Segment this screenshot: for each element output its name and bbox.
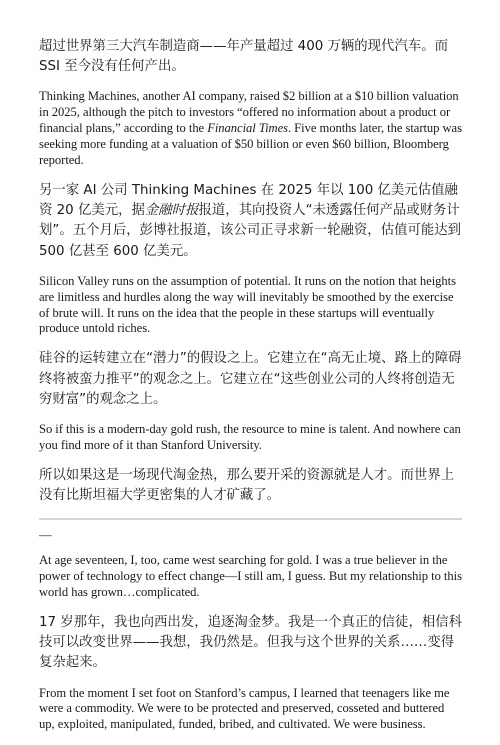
- paragraph-zh-intro: 超过世界第三大汽车制造商——年产量超过 400 万辆的现代汽车。而 SSI 至今没有任何产出。: [39, 39, 449, 75]
- section-divider: [39, 518, 462, 520]
- paragraph-en-age-seventeen: At age seventeen, I, too, came west searching for gold. I was a true believer in the power of technology to effect change—I still am, I guess. But my relationship to this world has grown…complicated.: [39, 553, 462, 600]
- publication-name: Financial Times: [207, 121, 288, 136]
- paragraph-en-gold-rush: So if this is a modern-day gold rush, the resource to mine is talent. And nowhere can you find more of it than Stanford University.: [39, 421, 461, 452]
- paragraph-text: 另一家 AI 公司 Thinking Machines 在 2025 年以 100 亿美元估值融资 20 亿美元，据: [39, 182, 458, 219]
- paragraph-en-thinking-machines: [39, 89, 462, 169]
- paragraph-en-stanford-campus: From the moment I set foot on Stanford’s campus, I learned that teenagers like me were a commodity. We were to be protected and preserved, cosseted and buttered up, exploited, manipulated, funded, bribed, and cultivated. We were business.: [39, 685, 450, 732]
- paragraph-zh-thinking-machines: [39, 181, 462, 262]
- paragraph-text: Thinking Machines, another AI company, raised $2 billion at a $10 billion valuation in 2025, although the pitch to investors “offered no information about a product or financial plans,” according to the: [39, 89, 459, 136]
- paragraph-en-silicon-valley: Silicon Valley runs on the assumption of potential. It runs on the notion that heights are limitless and hurdles along the way will inevitably be smoothed by the exercise of brute will. It runs on the idea that the people in these startups will eventually produce untold riches.: [39, 273, 456, 336]
- section-dash: —: [39, 528, 52, 543]
- paragraph-zh-age-seventeen: 17 岁那年，我也向西出发，追逐淘金梦。我是一个真正的信徒，相信科技可以改变世界——我想，我仍然是。但我与这个世界的关系……变得复杂起来。: [39, 614, 463, 671]
- publication-name: 金融时报: [144, 203, 199, 219]
- paragraph-zh-silicon-valley: 硅谷的运转建立在“潜力”的假设之上。它建立在“高无止境、路上的障碍终将被蛮力推平”的观念之上。它建立在“这些创业公司的人终将创造无穷财富”的观念之上。: [39, 351, 462, 407]
- paragraph-text: 报道，其向投资人“未透露任何产品或财务计划”。五个月后，彭博社报道，该公司正寻求新一轮融资，估值可能达到 500 亿甚至 600 亿美元。: [39, 203, 462, 259]
- article-body: [39, 37, 462, 745]
- paragraph-text: . Five months later, the startup was seeking more funding at a valuation of $50 billion or even $60 billion, Bloomberg reported.: [39, 121, 462, 168]
- paragraph-zh-gold-rush: 所以如果这是一场现代淘金热，那么要开采的资源就是人才。而世界上没有比斯坦福大学更密集的人才矿藏了。: [39, 467, 455, 503]
